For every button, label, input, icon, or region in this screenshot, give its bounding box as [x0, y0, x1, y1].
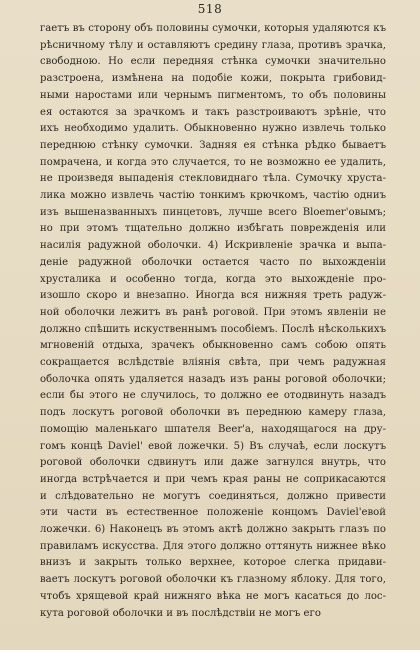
- text-line: изошло скоро и внезапно. Иногда вся нижняя треть радуж-: [40, 290, 386, 302]
- text-line: рѣсничному тѣлу и оставляютъ средину глаза, противъ зрачка,: [40, 39, 386, 51]
- text-line: сокращается вслѣдствіе вліянія свѣта, при чемъ радужная: [40, 357, 386, 368]
- text-line: изъ вышеназванныхъ пинцетовъ, лучше всего Bloemer'овымъ;: [40, 206, 386, 218]
- page-number: 518: [197, 2, 223, 16]
- text-line: иногда встрѣчается и при чемъ края раны не соприкасаются: [40, 473, 386, 485]
- text-line: гомъ концѣ Daviel' евой ложечки. 5) Въ случаѣ, если лоскутъ: [40, 440, 386, 452]
- text-line: ложечки. 6) Наконецъ въ этомъ актѣ должно закрыть глазъ по: [40, 524, 386, 535]
- text-line: помрачена, и когда это случается, то не возможно ее удалить,: [40, 156, 386, 168]
- text-line: но при этомъ тщательно должно избѣгать поврежденія или: [40, 223, 386, 235]
- text-line: правиламъ искусства. Для этого должно оттянуть нижнее вѣко: [40, 540, 386, 552]
- text-line: эти части въ естественное положеніе концомъ Daviel'евой: [40, 507, 386, 519]
- text-line: лика можно извлечь частію тонкимъ крючкомъ, частію одниъ: [40, 190, 386, 201]
- text-line: ея остаются за зрачкомъ и такъ разстроиваютъ зрѣніе, что: [40, 106, 386, 118]
- text-line: мгновеній отдыха, зрачекъ обыкновенно самъ собою опять: [40, 340, 386, 352]
- text-line: гаетъ въ сторону объ половины сумочки, которыя удаляются къ: [40, 23, 386, 34]
- text-line: и слѣдовательно не могутъ соединяться, должно привести: [40, 490, 386, 502]
- text-line: деніе радужной оболочки остается часто по выхожденіи: [40, 256, 386, 268]
- text-line: ваетъ лоскутъ роговой оболочки къ глазному яблоку. Для того,: [40, 574, 386, 586]
- text-line: кута роговой оболочки и въ послѣдствіи не могъ его: [40, 607, 321, 619]
- text-line: насилія радужной оболочки. 4) Искривленіе зрачка и выпа-: [40, 240, 386, 252]
- text-line: роговой оболочки сдвинутъ или даже загнулся внутрь, что: [40, 457, 386, 469]
- text-line: ной оболочки лежитъ въ ранѣ роговой. При этомъ явленіи не: [40, 306, 386, 318]
- text-line: свободною. Но если передняя стѣнка сумочки значительно: [40, 56, 386, 68]
- text-line: не произведя выпаденія стекловиднаго тѣла. Сумочку хруста-: [40, 173, 386, 185]
- text-line: чтобъ хрящевой край нижняго вѣка не могъ касаться до лос-: [40, 590, 386, 602]
- text-line: внизъ и закрыть только верхнее, которое слегка придави-: [40, 557, 386, 569]
- text-line: переднюю стѣнку сумочки. Задняя ея стѣнка рѣдко бываетъ: [40, 139, 386, 151]
- text-line: ихъ необходимо удалить. Обыкновенно нужно извлечь только: [40, 123, 386, 135]
- text-line: помощію маленькаго шпателя Beer'а, находящагося на дру-: [40, 423, 386, 435]
- text-line: хрусталика и особенно тогда, когда это выхожденіе про-: [40, 273, 386, 285]
- text-line: разстроена, измѣнена на подобіе кожи, покрыта грибовид-: [40, 73, 386, 85]
- text-line: оболочка опять удаляется назадъ изъ раны роговой оболочки;: [40, 373, 386, 385]
- text-line: ными наростами или чернымъ пигментомъ, то объ половины: [40, 89, 386, 101]
- text-line: должно спѣшить искуственнымъ пособіемъ. Послѣ нѣсколькихъ: [40, 323, 386, 335]
- text-line: подъ лоскутъ роговой оболочки въ переднюю камеру глаза,: [40, 407, 386, 419]
- text-line: если бы этого не случилось, то должно ее отодвинуть назадъ: [40, 390, 386, 402]
